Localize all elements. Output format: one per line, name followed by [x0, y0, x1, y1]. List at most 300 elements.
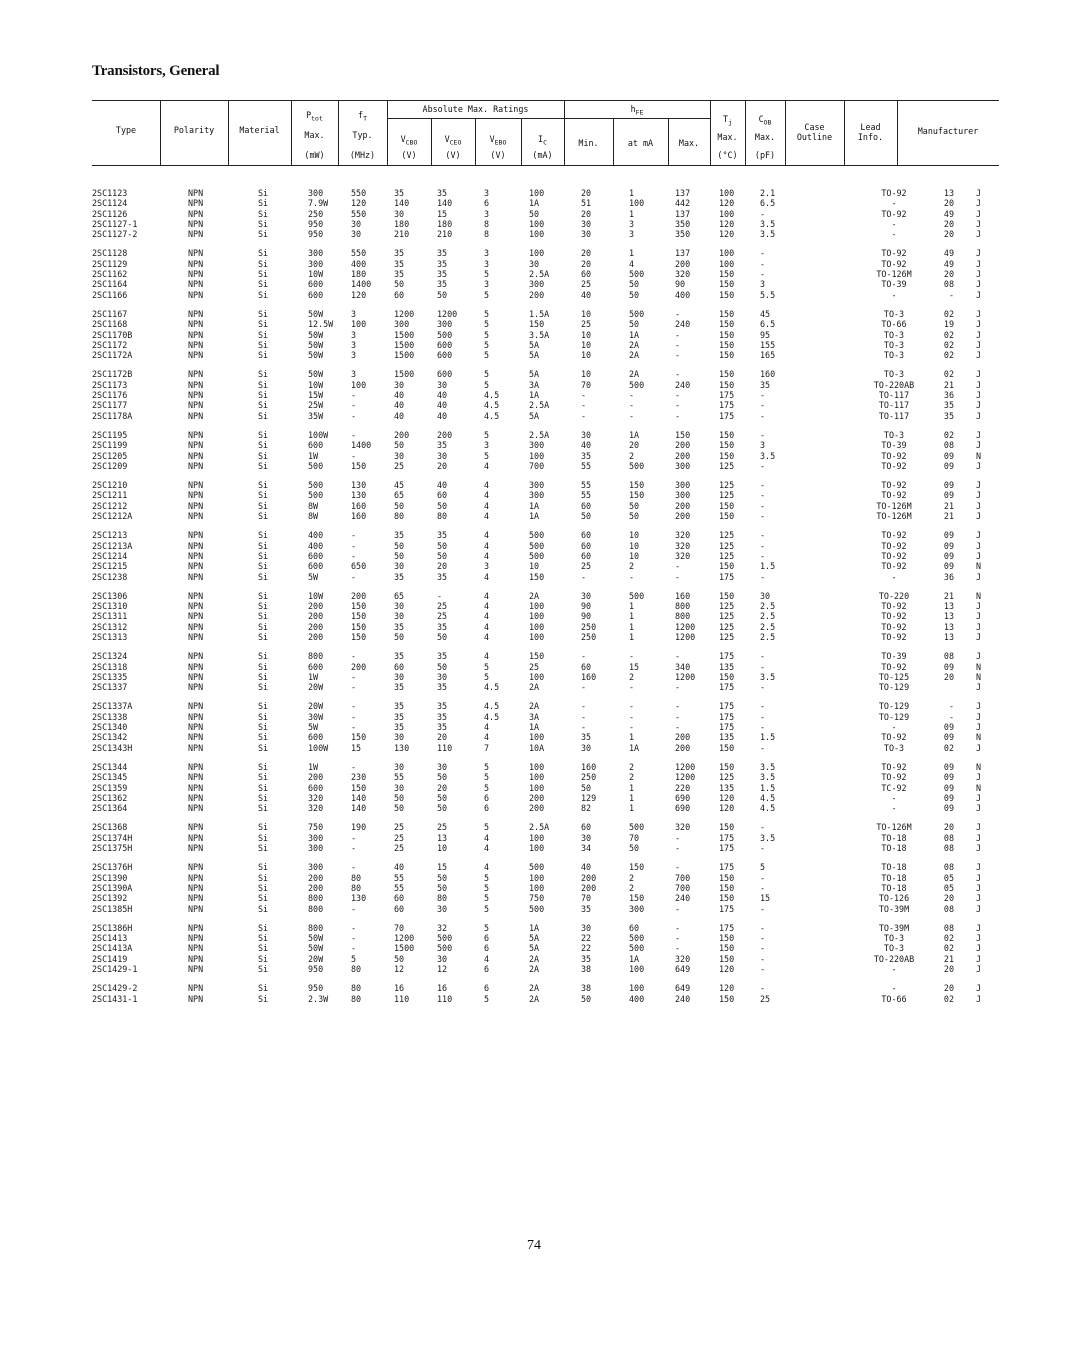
cell-ft: 80	[351, 993, 362, 1004]
cell-vebo: 6	[484, 933, 490, 944]
cell-ft: 230	[351, 772, 367, 783]
cell-manufacturer: J	[976, 500, 982, 511]
cell-manufacturer: J	[976, 621, 982, 632]
cell-ft: 150	[351, 621, 367, 632]
cell-type: 2SC1338	[92, 711, 128, 722]
row-group	[92, 430, 999, 471]
cell-manufacturer: J	[976, 480, 982, 491]
page-number: 74	[527, 1238, 541, 1253]
cell-ft: -	[351, 711, 357, 722]
cell-lead-info: 09	[943, 490, 954, 501]
cell-vebo: 4	[484, 500, 490, 511]
cell-ft: -	[351, 832, 357, 843]
cell-cob: 6.5	[760, 198, 776, 209]
cell-polarity: NPN	[188, 903, 204, 914]
cell-vceo: 50	[437, 872, 448, 883]
cell-ptot: 200	[308, 611, 324, 622]
cell-material: Si	[258, 218, 269, 229]
cell-ft: -	[351, 530, 357, 541]
cell-material: Si	[258, 369, 269, 380]
cell-material: Si	[258, 701, 269, 712]
row-group	[92, 983, 999, 1004]
cell-manufacturer: J	[976, 550, 982, 561]
cell-ft: -	[351, 701, 357, 712]
cell-tj: 100	[719, 258, 735, 269]
cell-lead-info: 21	[943, 953, 954, 964]
cell-vceo: 35	[437, 722, 448, 733]
cell-manufacturer: J	[976, 540, 982, 551]
cell-vceo: 10	[437, 843, 448, 854]
cell-ptot: 600	[308, 440, 324, 451]
cell-vebo: 4	[484, 611, 490, 622]
cell-hfe-at-ma: -	[629, 571, 635, 582]
cell-material: Si	[258, 188, 269, 198]
cell-hfe-min: 40	[581, 289, 592, 300]
cell-vceo: 35	[437, 701, 448, 712]
cell-ptot: 600	[308, 661, 324, 672]
cell-manufacturer: J	[976, 832, 982, 843]
cell-hfe-max: 649	[675, 964, 691, 974]
cell-ptot: 50W	[308, 369, 324, 380]
cell-ic: 10A	[529, 742, 545, 753]
cell-cob: 30	[760, 590, 771, 601]
cell-vceo: 80	[437, 893, 448, 904]
cell-ic: 100	[529, 218, 545, 229]
cell-vceo: 25	[437, 822, 448, 833]
cell-vceo: 140	[437, 198, 453, 209]
cell-vceo: 600	[437, 369, 453, 380]
table-row	[92, 440, 999, 450]
cell-hfe-min: 55	[581, 490, 592, 501]
cell-lead-info: 20	[943, 671, 954, 682]
cell-vcbo: 30	[394, 761, 405, 772]
cell-ic: 100	[529, 843, 545, 854]
cell-polarity: NPN	[188, 701, 204, 712]
cell-vebo: 5	[484, 872, 490, 883]
cell-polarity: NPN	[188, 229, 204, 240]
cell-case-outline: TO-92	[881, 772, 907, 783]
cell-ptot: 800	[308, 651, 324, 662]
cell-hfe-max: -	[675, 682, 681, 693]
cell-vceo: 40	[437, 390, 448, 401]
cell-cob: -	[760, 922, 766, 933]
cell-ft: -	[351, 410, 357, 421]
cell-cob: -	[760, 722, 766, 733]
cell-cob: -	[760, 511, 766, 522]
cell-vcbo: 70	[394, 922, 405, 933]
table-row	[92, 893, 999, 903]
cell-type: 2SC1390	[92, 872, 128, 883]
cell-hfe-max: 200	[675, 450, 691, 461]
cell-case-outline: TO-3	[883, 742, 905, 753]
cell-tj: 150	[719, 993, 735, 1004]
cell-ic: 100	[529, 761, 545, 772]
cell-case-outline: TO-126M	[876, 500, 912, 511]
cell-vebo: 6	[484, 198, 490, 209]
cell-ptot: 1W	[308, 671, 319, 682]
cell-vebo: 3	[484, 440, 490, 451]
cell-polarity: NPN	[188, 711, 204, 722]
cell-vceo: 20	[437, 561, 448, 572]
cell-hfe-max: 1200	[675, 761, 696, 772]
cell-hfe-min: 90	[581, 611, 592, 622]
cell-case-outline: TO-126M	[876, 269, 912, 280]
cell-hfe-min: -	[581, 682, 587, 693]
cell-type: 2SC1205	[92, 450, 128, 461]
cell-vebo: 3	[484, 279, 490, 290]
cell-ft: 140	[351, 803, 367, 814]
cell-hfe-at-ma: 100	[629, 964, 645, 974]
cell-hfe-max: -	[675, 832, 681, 843]
table-row	[92, 561, 999, 571]
cell-hfe-min: 60	[581, 550, 592, 561]
cell-ic: 50	[529, 208, 540, 219]
cell-material: Si	[258, 862, 269, 873]
cell-case-outline: TO-92	[881, 761, 907, 772]
cell-hfe-at-ma: -	[629, 410, 635, 421]
row-group	[92, 591, 999, 642]
header-ptot-max: Max.	[304, 130, 325, 140]
cell-type: 2SC1178A	[92, 410, 133, 421]
cell-ptot: 200	[308, 621, 324, 632]
cell-manufacturer: J	[976, 601, 982, 612]
cell-material: Si	[258, 279, 269, 290]
cell-vceo: 30	[437, 903, 448, 914]
cell-polarity: NPN	[188, 661, 204, 672]
cell-hfe-at-ma: 500	[629, 943, 645, 954]
cell-vceo: 30	[437, 450, 448, 461]
cell-lead-info: 09	[943, 661, 954, 672]
cell-tj: 175	[719, 722, 735, 733]
cell-tj: 150	[719, 882, 735, 893]
cell-type: 2SC1128	[92, 248, 128, 259]
cell-type: 2SC1170B	[92, 329, 133, 340]
cell-type: 2SC1374H	[92, 832, 133, 843]
cell-hfe-max: -	[675, 400, 681, 411]
cell-vcbo: 80	[394, 511, 405, 522]
cell-lead-info: 09	[943, 530, 954, 541]
cell-cob: 3.5	[760, 761, 776, 772]
cell-lead-info: 05	[943, 882, 954, 893]
cell-vebo: 4	[484, 601, 490, 612]
table-row	[92, 480, 999, 490]
cell-ic: 200	[529, 289, 545, 300]
cell-type: 2SC1429-2	[92, 983, 138, 994]
cell-manufacturer: J	[976, 369, 982, 380]
cell-hfe-max: -	[675, 933, 681, 944]
cell-hfe-at-ma: 2	[629, 761, 635, 772]
cell-lead-info: 49	[943, 258, 954, 269]
cell-vceo: 500	[437, 933, 453, 944]
cell-material: Si	[258, 631, 269, 642]
cell-material: Si	[258, 500, 269, 511]
cell-manufacturer: N	[976, 561, 982, 572]
cell-ic: 300	[529, 490, 545, 501]
cell-vcbo: 1500	[394, 350, 415, 361]
cell-vcbo: 25	[394, 832, 405, 843]
cell-material: Si	[258, 882, 269, 893]
cell-ptot: 35W	[308, 410, 324, 421]
cell-lead-info: 08	[943, 862, 954, 873]
cell-ptot: 7.9W	[308, 198, 329, 209]
cell-cob: 3	[760, 279, 766, 290]
cell-vceo: 50	[437, 631, 448, 642]
cell-cob: 5.5	[760, 289, 776, 300]
table-row	[92, 833, 999, 843]
cell-ptot: 750	[308, 822, 324, 833]
cell-hfe-max: -	[675, 339, 681, 350]
cell-manufacturer: J	[976, 319, 982, 330]
cell-vceo: 25	[437, 601, 448, 612]
cell-vceo: 50	[437, 540, 448, 551]
cell-vebo: 6	[484, 803, 490, 814]
cell-vcbo: 30	[394, 561, 405, 572]
cell-vceo: 12	[437, 964, 448, 974]
cell-cob: 160	[760, 369, 776, 380]
cell-vceo: 35	[437, 621, 448, 632]
cell-ft: 3	[351, 339, 357, 350]
cell-ft: 130	[351, 893, 367, 904]
cell-ft: 160	[351, 500, 367, 511]
header-ft: $f_T$	[358, 110, 367, 123]
cell-ptot: 600	[308, 289, 324, 300]
cell-tj: 125	[719, 631, 735, 642]
cell-tj: 150	[719, 350, 735, 361]
cell-lead-info: -	[948, 289, 954, 300]
cell-polarity: NPN	[188, 983, 204, 994]
cell-hfe-at-ma: 60	[629, 922, 640, 933]
cell-type: 2SC1210	[92, 480, 128, 491]
cell-case-outline: -	[891, 722, 897, 733]
cell-lead-info: 02	[943, 350, 954, 361]
table-row	[92, 290, 999, 300]
cell-hfe-at-ma: 1	[629, 792, 635, 803]
cell-hfe-min: -	[581, 651, 587, 662]
cell-hfe-max: 1200	[675, 621, 696, 632]
cell-ptot: 300	[308, 862, 324, 873]
cell-hfe-max: -	[675, 410, 681, 421]
cell-polarity: NPN	[188, 843, 204, 854]
cell-type: 2SC1176	[92, 390, 128, 401]
cell-material: Si	[258, 440, 269, 451]
cell-material: Si	[258, 429, 269, 440]
cell-hfe-min: 60	[581, 530, 592, 541]
cell-polarity: NPN	[188, 269, 204, 280]
cell-ic: 100	[529, 772, 545, 783]
cell-manufacturer: J	[976, 410, 982, 421]
cell-ptot: 12.5W	[308, 319, 334, 330]
cell-ft: 550	[351, 208, 367, 219]
cell-ptot: 300	[308, 248, 324, 259]
cell-lead-info: 13	[943, 621, 954, 632]
cell-polarity: NPN	[188, 964, 204, 974]
cell-case-outline: TO-92	[881, 621, 907, 632]
cell-ft: 650	[351, 561, 367, 572]
cell-hfe-max: 320	[675, 822, 691, 833]
cell-hfe-max: -	[675, 571, 681, 582]
cell-polarity: NPN	[188, 722, 204, 733]
cell-material: Si	[258, 822, 269, 833]
cell-polarity: NPN	[188, 480, 204, 491]
cell-material: Si	[258, 490, 269, 501]
header-tj: $T_j$	[723, 114, 732, 127]
cell-type: 2SC1127-2	[92, 229, 138, 240]
cell-hfe-at-ma: 1A	[629, 953, 640, 964]
cell-cob: 1.5	[760, 732, 776, 743]
cell-ptot: 25W	[308, 400, 324, 411]
cell-case-outline: TO-92	[881, 258, 907, 269]
cell-manufacturer: J	[976, 682, 982, 693]
cell-manufacturer: J	[976, 611, 982, 622]
table-row	[92, 722, 999, 732]
table-row	[92, 530, 999, 540]
cell-ic: 500	[529, 903, 545, 914]
cell-lead-info: 02	[943, 742, 954, 753]
cell-type: 2SC1172A	[92, 350, 133, 361]
cell-case-outline: TO-220	[878, 590, 910, 601]
cell-case-outline: TO-126M	[876, 822, 912, 833]
cell-manufacturer: J	[976, 511, 982, 522]
cell-vceo: 210	[437, 229, 453, 240]
cell-tj: 150	[719, 319, 735, 330]
cell-tj: 120	[719, 964, 735, 974]
cell-type: 2SC1413A	[92, 943, 133, 954]
cell-hfe-max: -	[675, 711, 681, 722]
cell-polarity: NPN	[188, 933, 204, 944]
cell-case-outline: -	[891, 803, 897, 814]
cell-lead-info: -	[948, 701, 954, 712]
cell-type: 2SC1342	[92, 732, 128, 743]
cell-ft: 100	[351, 319, 367, 330]
cell-hfe-at-ma: 2A	[629, 369, 640, 380]
cell-type: 2SC1173	[92, 379, 128, 390]
cell-hfe-min: 60	[581, 661, 592, 672]
cell-lead-info: 13	[943, 188, 954, 198]
cell-vebo: 7	[484, 742, 490, 753]
cell-ic: 2.5A	[529, 269, 550, 280]
cell-hfe-at-ma: 3	[629, 218, 635, 229]
header-case: Case	[804, 122, 825, 132]
cell-ic: 100	[529, 782, 545, 793]
cell-cob: -	[760, 651, 766, 662]
cell-ic: 1A	[529, 500, 540, 511]
cell-vebo: 5	[484, 369, 490, 380]
cell-ptot: 30W	[308, 711, 324, 722]
cell-vebo: 8	[484, 218, 490, 229]
cell-hfe-min: 30	[581, 218, 592, 229]
cell-vcbo: 25	[394, 843, 405, 854]
cell-vceo: 50	[437, 550, 448, 561]
cell-manufacturer: J	[976, 631, 982, 642]
cell-hfe-at-ma: 1	[629, 188, 635, 198]
cell-type: 2SC1345	[92, 772, 128, 783]
cell-polarity: NPN	[188, 732, 204, 743]
cell-polarity: NPN	[188, 922, 204, 933]
cell-case-outline: TO-66	[881, 993, 907, 1004]
cell-material: Si	[258, 390, 269, 401]
cell-cob: -	[760, 983, 766, 994]
cell-vceo: 110	[437, 993, 453, 1004]
cell-cob: 3.5	[760, 450, 776, 461]
table-row	[92, 340, 999, 350]
header-hfe-min: Min.	[578, 138, 599, 148]
cell-tj: 125	[719, 621, 735, 632]
cell-hfe-max: 340	[675, 661, 691, 672]
cell-polarity: NPN	[188, 651, 204, 662]
cell-cob: 4.5	[760, 792, 776, 803]
cell-ptot: 8W	[308, 500, 319, 511]
cell-case-outline: TO-18	[881, 862, 907, 873]
cell-hfe-max: 200	[675, 511, 691, 522]
cell-tj: 175	[719, 390, 735, 401]
cell-type: 2SC1375H	[92, 843, 133, 854]
cell-vebo: 4	[484, 490, 490, 501]
cell-manufacturer: J	[976, 822, 982, 833]
table-row	[92, 662, 999, 672]
header-cob-unit: (pF)	[754, 150, 776, 160]
cell-hfe-at-ma: 2	[629, 872, 635, 883]
cell-hfe-max: 700	[675, 882, 691, 893]
cell-hfe-min: 20	[581, 208, 592, 219]
cell-hfe-at-ma: 2	[629, 450, 635, 461]
cell-ic: 1A	[529, 922, 540, 933]
cell-vebo: 4	[484, 832, 490, 843]
cell-polarity: NPN	[188, 429, 204, 440]
header-ft-typ: Typ.	[352, 130, 373, 140]
row-group	[92, 701, 999, 752]
cell-polarity: NPN	[188, 540, 204, 551]
cell-ptot: 300	[308, 188, 324, 198]
cell-vebo: 5	[484, 922, 490, 933]
cell-tj: 150	[719, 450, 735, 461]
cell-vebo: 5	[484, 269, 490, 280]
cell-ptot: 200	[308, 872, 324, 883]
header-type: Type	[115, 125, 137, 135]
cell-ft: 200	[351, 590, 367, 601]
cell-manufacturer: J	[976, 218, 982, 229]
cell-tj: 120	[719, 803, 735, 814]
cell-ic: 30	[529, 258, 540, 269]
cell-hfe-at-ma: 500	[629, 379, 645, 390]
cell-vebo: 5	[484, 379, 490, 390]
cell-lead-info: 02	[943, 429, 954, 440]
cell-vcbo: 140	[394, 198, 410, 209]
cell-manufacturer: J	[976, 843, 982, 854]
cell-lead-info: 49	[943, 208, 954, 219]
cell-material: Si	[258, 590, 269, 601]
cell-ic: 2.5A	[529, 429, 550, 440]
cell-ic: 750	[529, 893, 545, 904]
cell-case-outline: -	[891, 198, 897, 209]
cell-hfe-min: 60	[581, 822, 592, 833]
cell-polarity: NPN	[188, 822, 204, 833]
cell-hfe-at-ma: 50	[629, 511, 640, 522]
table-row	[92, 672, 999, 682]
cell-cob: -	[760, 872, 766, 883]
cell-type: 2SC1162	[92, 269, 128, 280]
cell-manufacturer: J	[976, 279, 982, 290]
cell-tj: 175	[719, 862, 735, 873]
cell-type: 2SC1172	[92, 339, 128, 350]
cell-lead-info: 35	[943, 410, 954, 421]
cell-hfe-max: 800	[675, 601, 691, 612]
cell-vcbo: 1500	[394, 329, 415, 340]
cell-vcbo: 35	[394, 711, 405, 722]
cell-type: 2SC1390A	[92, 882, 133, 893]
cell-polarity: NPN	[188, 450, 204, 461]
cell-hfe-max: 137	[675, 188, 691, 198]
cell-hfe-at-ma: 2A	[629, 350, 640, 361]
